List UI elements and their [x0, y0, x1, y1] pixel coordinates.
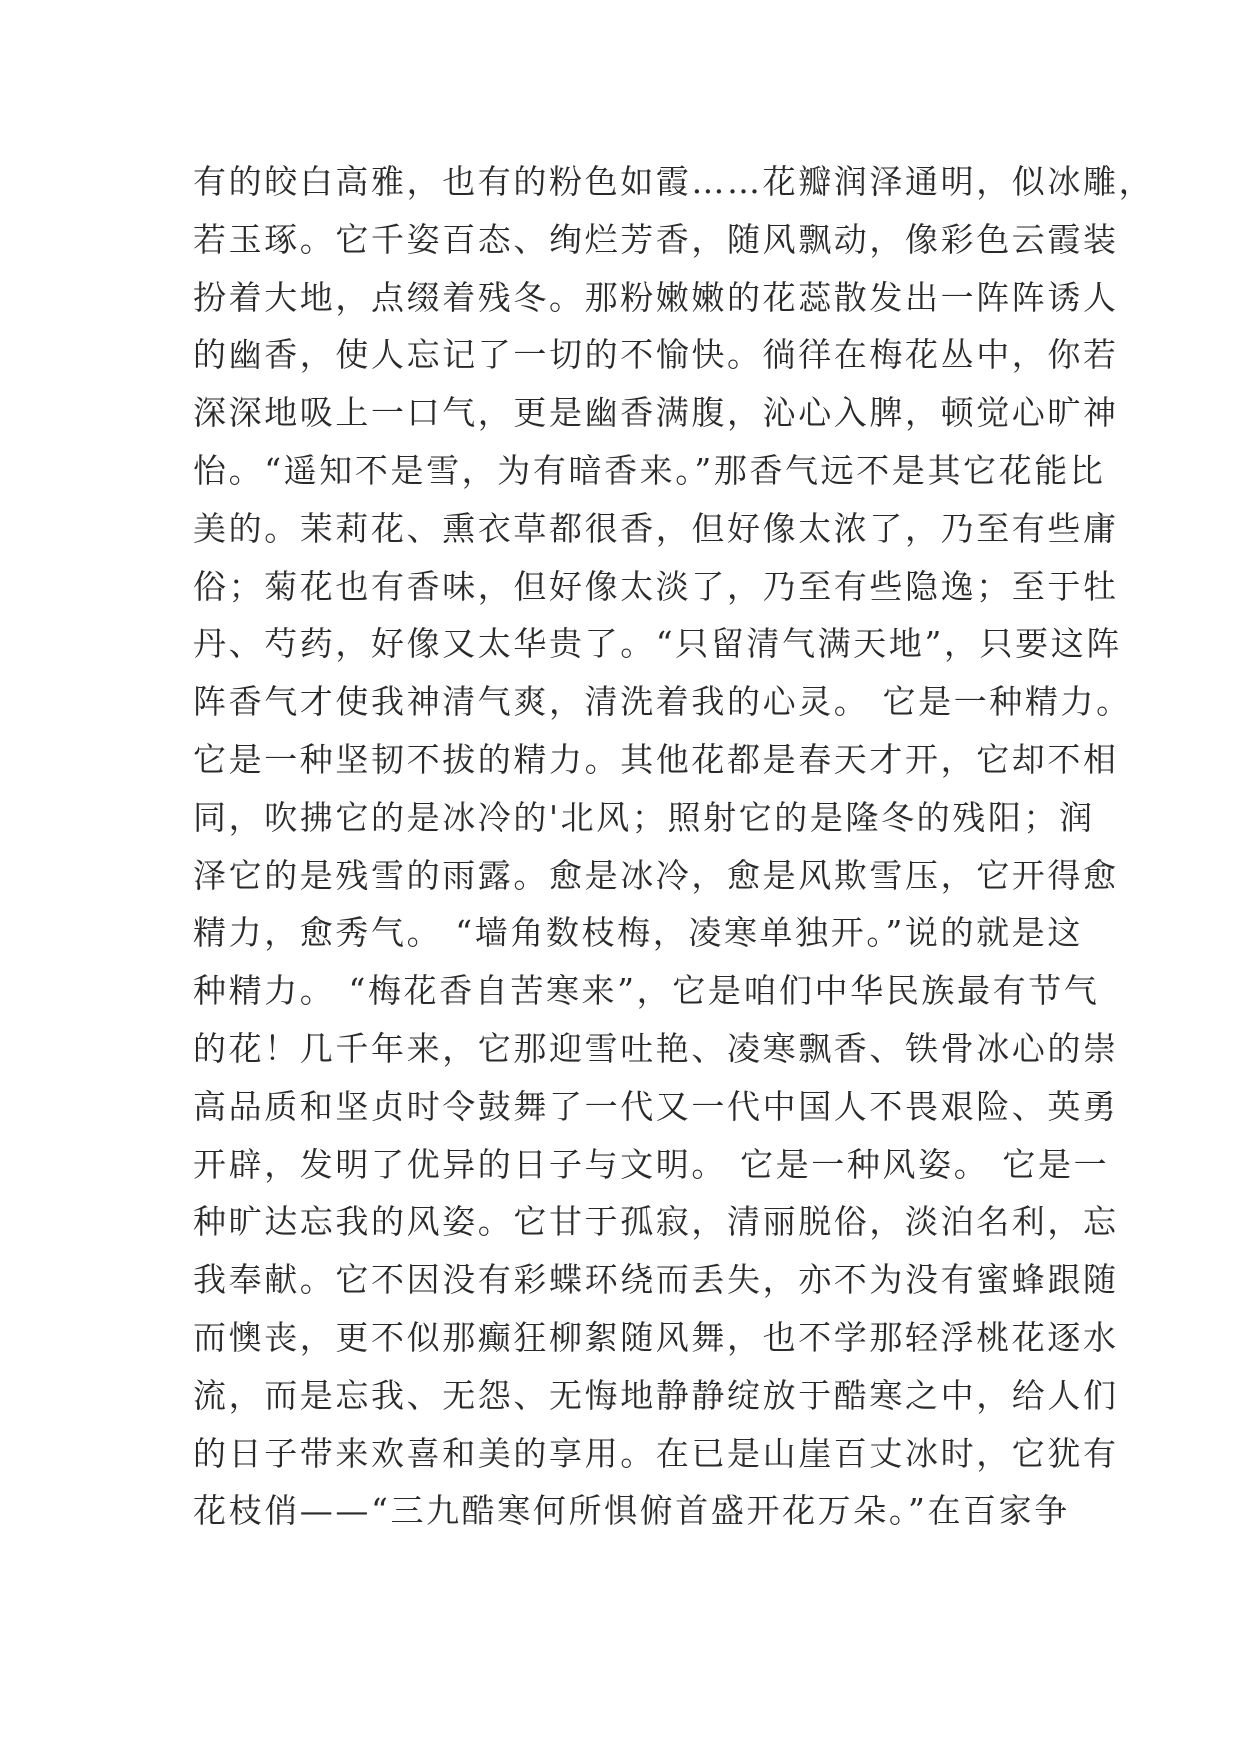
text-line: 有的皎白高雅，也有的粉色如霞……花瓣润泽通明，似冰雕， [193, 162, 1155, 201]
text-line: 花枝俏——“三九酷寒何所惧俯首盛开花万朵。”在百家争 [193, 1491, 1070, 1531]
body-text [193, 153, 1155, 1540]
text-line: 种精力。 “梅花香自苦寒来”，它是咱们中华民族最有节气 [193, 971, 1100, 1011]
text-line: 流，而是忘我、无怨、无悔地静静绽放于酷寒之中，给人们 [193, 1375, 1119, 1415]
text-line: 若玉琢。它千姿百态、绚烂芳香，随风飘动，像彩色云霞装 [193, 219, 1119, 259]
text-line: 扮着大地，点缀着残冬。那粉嫩嫩的花蕊散发出一阵阵诱人 [193, 277, 1119, 317]
text-line: 而懊丧，更不似那癫狂柳絮随风舞，也不学那轻浮桃花逐水 [193, 1317, 1119, 1357]
text-line: 开辟，发明了优异的日子与文明。 它是一种风姿。 它是一 [193, 1144, 1110, 1184]
text-line: 深深地吸上一口气，更是幽香满腹，沁心入脾，顿觉心旷神 [193, 393, 1119, 433]
text-line: 的幽香，使人忘记了一切的不愉快。徜徉在梅花丛中，你若 [193, 335, 1119, 375]
text-line: 精力，愈秀气。 “墙角数枝梅，凌寒单独开。”说的就是这 [193, 913, 1083, 953]
text-line: 丹、芍药，好像又太华贵了。“只留清气满天地”，只要这阵 [193, 624, 1122, 664]
text-line: 高品质和坚贞时令鼓舞了一代又一代中国人不畏艰险、英勇 [193, 1086, 1119, 1126]
text-line: 它是一种坚韧不拔的精力。其他花都是春天才开，它却不相 [193, 739, 1119, 779]
text-line: 的花！几千年来，它那迎雪吐艳、凌寒飘香、铁骨冰心的崇 [193, 1028, 1119, 1068]
text-line: 的日子带来欢喜和美的享用。在已是山崖百丈冰时，它犹有 [193, 1433, 1119, 1473]
text-line: 我奉献。它不因没有彩蝶环绕而丢失，亦不为没有蜜蜂跟随 [193, 1260, 1119, 1300]
text-line: 泽它的是残雪的雨露。愈是冰冷，愈是风欺雪压，它开得愈 [193, 855, 1119, 895]
text-line: 阵香气才使我神清气爽，清洗着我的心灵。 它是一种精力。 [193, 682, 1132, 722]
text-line: 怡。“遥知不是雪，为有暗香来。”那香气远不是其它花能比 [193, 450, 1106, 490]
text-line: 俗；菊花也有香味，但好像太淡了，乃至有些隐逸；至于牡 [193, 566, 1119, 606]
text-line: 美的。茉莉花、熏衣草都很香，但好像太浓了，乃至有些庸 [193, 508, 1119, 548]
text-line: 种旷达忘我的风姿。它甘于孤寂，清丽脱俗，淡泊名利，忘 [193, 1202, 1119, 1242]
text-line: 同，吹拂它的是冰冷的'北风；照射它的是隆冬的残阳；润 [193, 797, 1095, 837]
